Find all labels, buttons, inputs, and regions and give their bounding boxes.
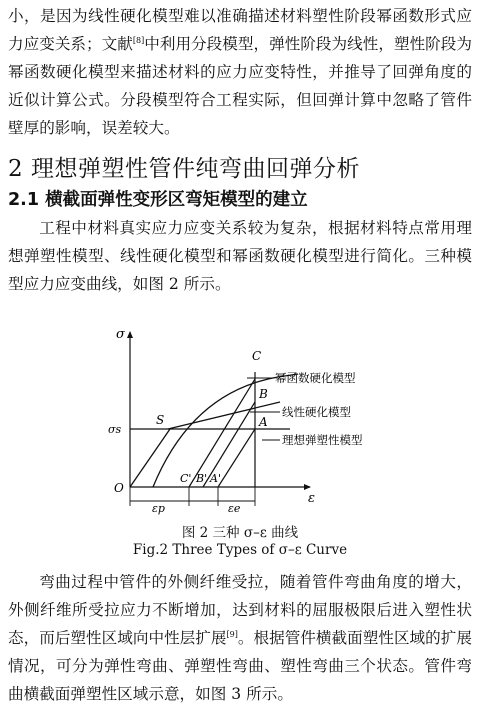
unloading-line-C [189,379,255,487]
plastic-strain-label: εp [152,502,165,515]
paragraph-bending [8,568,472,708]
subsection-heading: 2.1 横截面弹性变形区弯矩模型的建立 [8,190,308,210]
unloading-line-A [218,429,255,487]
paragraph-bending-text-b: 。根据管件横截面塑性区域的扩展情况，可分为弹性弯曲、弹塑性弯曲、塑性弯曲三个状态。管件弯曲横截面弹塑性区域示意，如图 3 所示。 [8,629,472,703]
stress-strain-diagram [100,320,400,515]
elastic-loading-line [130,429,170,487]
point-A-label: A [259,415,268,429]
linear-hardening-label: 线性硬化模型 [282,405,351,419]
paragraph-intro-text-a: 小，是因为线性硬化模型难以准确描述材料塑性阶段幂函数形式应力应变关系；文献 [8,7,472,53]
x-axis-label: ε [308,491,315,506]
ideal-elastic-plastic-label: 理想弹塑性模型 [282,433,363,447]
point-C-prime-label: C' [180,472,192,485]
point-C-label: C [252,349,262,363]
power-hardening-label: 幂函数硬化模型 [275,371,356,385]
figure-caption-cn: 图 2 三种 σ–ε 曲线 [181,525,299,541]
paragraph-bending-text-a: 弯曲过程中管件的外侧纤维受拉，随着管件弯曲角度的增大，外侧纤维所受拉应力不断增加，达到材料的屈服极限后进入塑性状态，而后塑性区域向中性层扩展 [8,573,472,647]
yield-stress-label: σs [108,423,122,436]
y-axis-label: σ [116,327,125,342]
elastic-strain-label: εe [228,502,241,515]
paragraph-models: 工程中材料真实应力应变关系较为复杂，根据材料特点常用理想弹塑性模型、线性硬化模型和幂函数硬化模型进行简化。三种模型应力应变曲线，如图 2 所示。 [8,219,472,293]
point-B-label: B [259,387,268,401]
stress-strain-figure [100,320,400,519]
paragraph-intro-text-b: 中利用分段模型，弹性阶段为线性，塑性阶段为幂函数硬化模型来描述材料的应力应变特性，并推导了回弹角度的近似计算公式。分段模型符合工程实际，但回弹计算中忽略了管件壁厚的影响，误差较大。 [8,35,472,137]
point-A-prime-label: A' [210,472,221,485]
power-hardening-curve [153,374,298,487]
point-B-prime-label: B' [196,472,208,485]
origin-label: O [114,481,124,495]
figure-caption-en: Fig.2 Three Types of σ–ε Curve [132,542,348,558]
citation-ref-8: [8] [132,35,145,45]
section-heading: 2 理想弹塑性管件纯弯曲回弹分析 [8,156,360,182]
citation-ref-9: [9] [226,629,238,639]
point-S-label: S [156,413,165,427]
paragraph-intro [8,2,472,142]
